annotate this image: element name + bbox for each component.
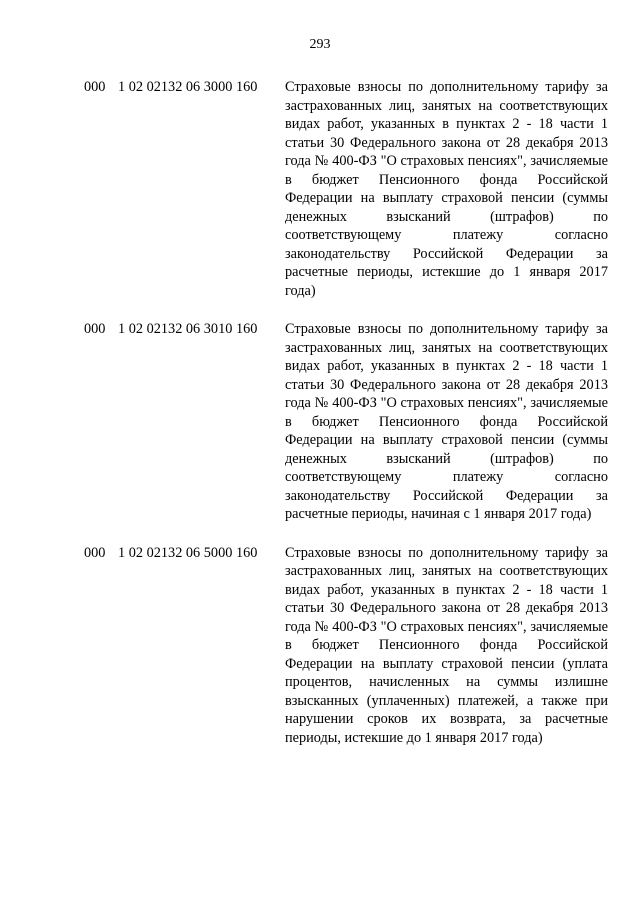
budget-classification-code: 1 02 02132 06 3010 160 xyxy=(118,321,258,337)
budget-classification-code: 1 02 02132 06 5000 160 xyxy=(118,544,258,561)
table-row xyxy=(0,544,640,748)
admin-code: 000 xyxy=(84,544,106,561)
row-description: Страховые взносы по дополнительному тарифу за застрахованных лиц, занятых на соответствующих видах работ, указанных в пунктах 2 - 18 части 1 статьи 30 Федерального закона от 28 декабря 2013 года № 400-ФЗ "О страховых пенсиях", зачисляемые в бюджет Пенсионного фонда Российской Федерации на выплату страховой пенсии (суммы денежных взысканий (штрафов) по соответствующему платежу согласно законодательству Российской Федерации за расчетные периоды, истекшие до 1 января 2017 года) xyxy=(285,79,608,299)
budget-classification-code: 1 02 02132 06 3000 160 xyxy=(118,79,258,95)
classification-table xyxy=(0,78,640,767)
admin-code: 000 xyxy=(84,79,106,95)
admin-code: 000 xyxy=(84,321,106,337)
page-number: 293 xyxy=(309,37,331,52)
row-description: Страховые взносы по дополнительному тарифу за застрахованных лиц, занятых на соответствующих видах работ, указанных в пунктах 2 - 18 части 1 статьи 30 Федерального закона от 28 декабря 2013 года № 400-ФЗ "О страховых пенсиях", зачисляемые в бюджет Пенсионного фонда Российской Федерации на выплату страховой пенсии (уплата процентов, начисленных на суммы излишне взысканных (уплаченных) платежей, а также при нарушении сроков их возврата, за расчетные периоды, истекшие до 1 января 2017 года) xyxy=(285,544,608,746)
row-description: Страховые взносы по дополнительному тарифу за застрахованных лиц, занятых на соответствующих видах работ, указанных в пунктах 2 - 18 части 1 статьи 30 Федерального закона от 28 декабря 2013 года № 400-ФЗ "О страховых пенсиях", зачисляемые в бюджет Пенсионного фонда Российской Федерации на выплату страховой пенсии (суммы денежных взысканий (штрафов) по соответствующему платежу согласно законодательству Российской Федерации за расчетные периоды, начиная с 1 января 2017 года) xyxy=(285,321,608,522)
table-row xyxy=(0,320,640,524)
table-row xyxy=(0,78,640,300)
